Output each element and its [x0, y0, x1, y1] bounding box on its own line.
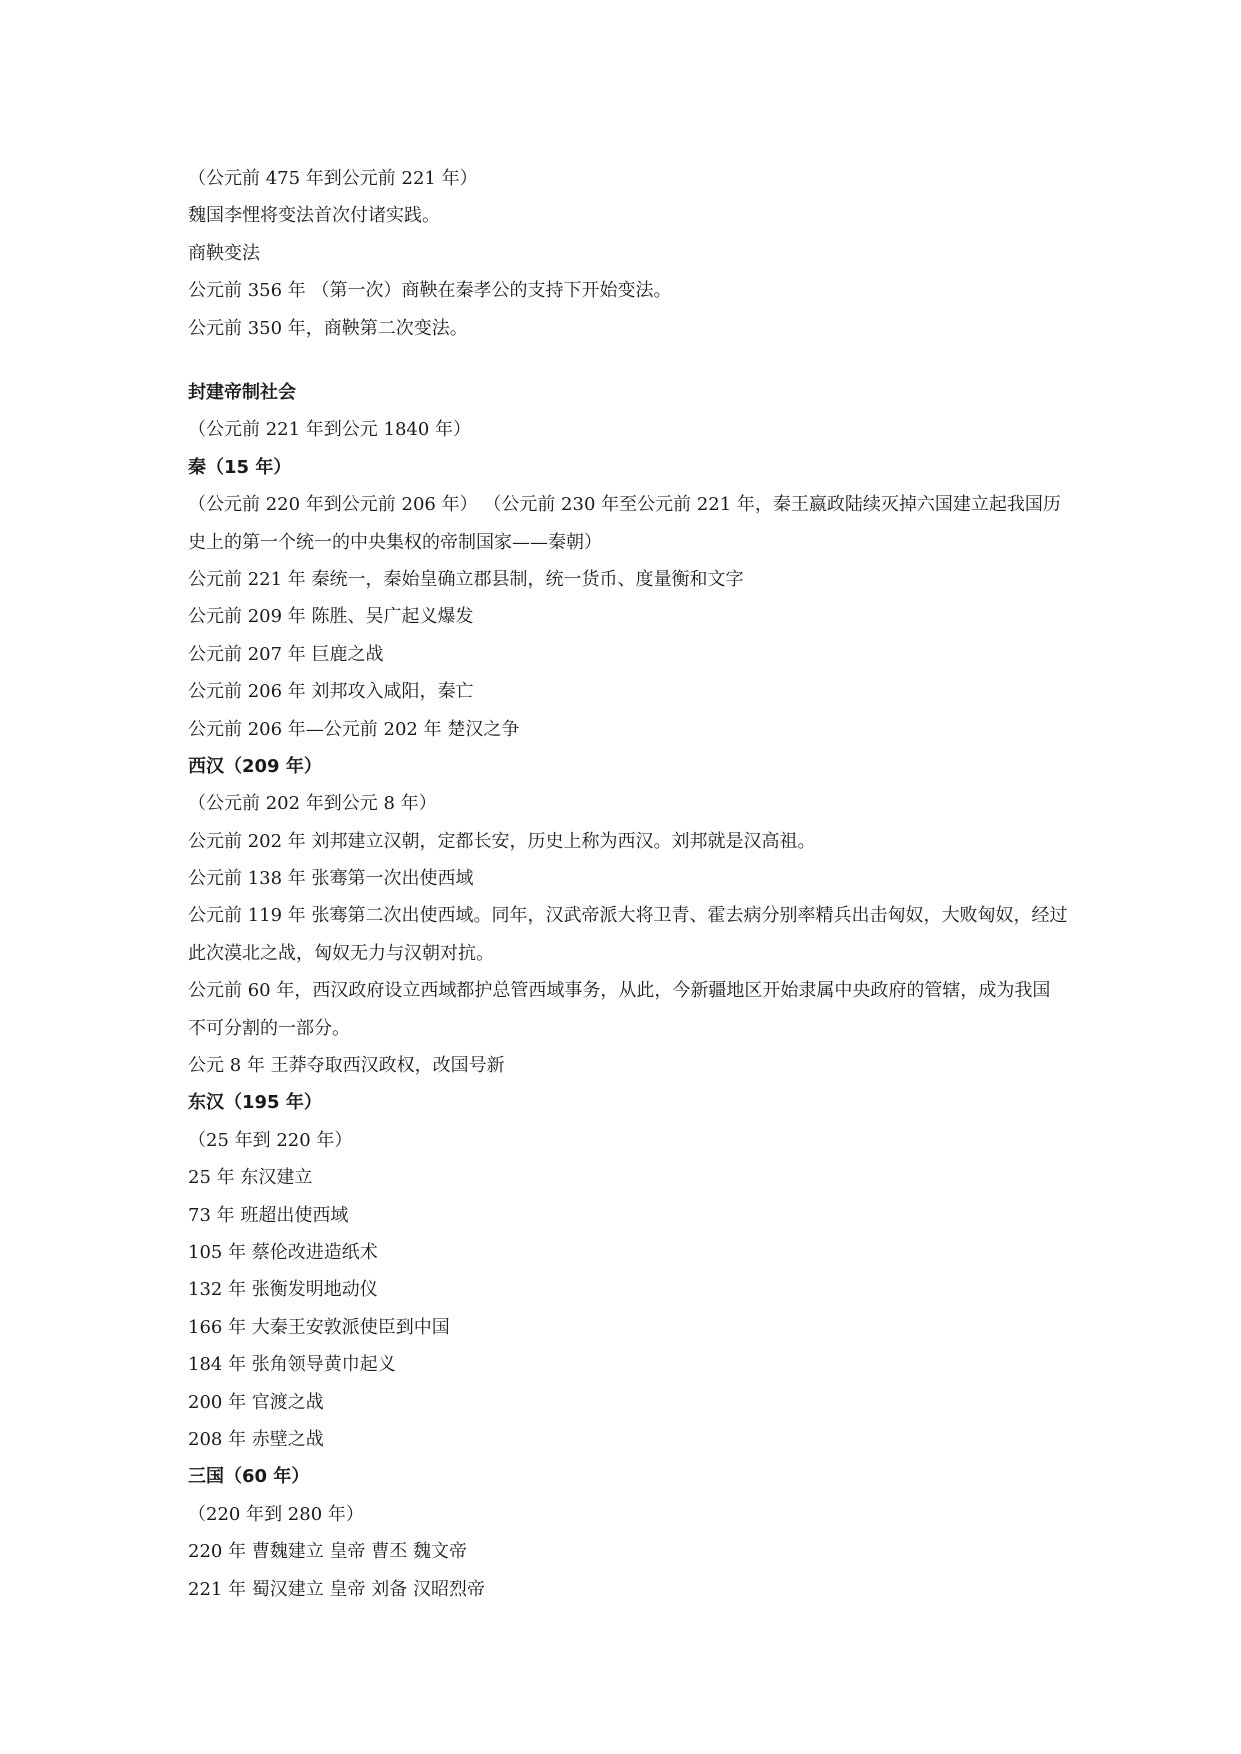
- list-item: 208 年 赤壁之战: [188, 1428, 324, 1450]
- three-kingdoms-range: （220 年到 280 年）: [188, 1503, 364, 1525]
- warring-states-range: （公元前 475 年到公元前 221 年）: [188, 168, 478, 189]
- list-item: 105 年 蔡伦改进造纸术: [188, 1242, 378, 1264]
- list-item: 公元前 356 年 （第一次）商鞅在秦孝公的支持下开始变法。: [188, 280, 672, 302]
- list-item: 公元前 119 年 张骞第二次出使西域。同年，汉武帝派大将卫青、霍去病分别率精兵出击匈奴，大败匈奴，经过此次漠北之战，匈奴无力与汉朝对抗。: [188, 905, 1068, 964]
- list-item: 166 年 大秦王安敦派使臣到中国: [188, 1316, 450, 1338]
- list-item: 公元前 138 年 张骞第一次出使西域: [188, 868, 474, 890]
- section-heading-western-han: 西汉（209 年）: [188, 755, 322, 777]
- list-item: 魏国李悝将变法首次付诸实践。: [188, 205, 440, 227]
- western-han-range: （公元前 202 年到公元 8 年）: [188, 793, 437, 815]
- list-item: 商鞅变法: [188, 242, 260, 264]
- qin-range-note: （公元前 220 年到公元前 206 年） （公元前 230 年至公元前 221 年，秦王嬴政陆续灭掉六国建立起我国历史上的第一个统一的中央集权的帝制国家——秦朝）: [188, 494, 1061, 553]
- list-item: 公元前 221 年 秦统一，秦始皇确立郡县制，统一货币、度量衡和文字: [188, 568, 744, 590]
- list-item: 公元前 206 年 刘邦攻入咸阳，秦亡: [188, 681, 474, 703]
- list-item: 220 年 曹魏建立 皇帝 曹丕 魏文帝: [188, 1541, 467, 1563]
- section-heading-three-kingdoms: 三国（60 年）: [188, 1466, 310, 1488]
- list-item: 公元前 206 年—公元前 202 年 楚汉之争: [188, 718, 520, 740]
- list-item: 公元前 209 年 陈胜、吴广起义爆发: [188, 606, 474, 628]
- feudal-range: （公元前 221 年到公元 1840 年）: [188, 419, 472, 441]
- list-item: 221 年 蜀汉建立 皇帝 刘备 汉昭烈帝: [188, 1578, 485, 1600]
- section-heading-qin: 秦（15 年）: [188, 456, 292, 478]
- list-item: 132 年 张衡发明地动仪: [188, 1279, 378, 1301]
- list-item: 公元前 207 年 巨鹿之战: [188, 643, 384, 665]
- document-page: [188, 160, 1068, 1608]
- list-item: 公元前 202 年 刘邦建立汉朝，定都长安，历史上称为西汉。刘邦就是汉高祖。: [188, 830, 816, 852]
- eastern-han-range: （25 年到 220 年）: [188, 1129, 353, 1151]
- section-spacer: [188, 347, 1068, 374]
- section-heading-eastern-han: 东汉（195 年）: [188, 1092, 322, 1114]
- list-item: 公元 8 年 王莽夺取西汉政权，改国号新: [188, 1055, 505, 1077]
- list-item: 公元前 60 年，西汉政府设立西域都护总管西域事务，从此，今新疆地区开始隶属中央政府的管辖，成为我国不可分割的一部分。: [188, 980, 1051, 1039]
- list-item: 25 年 东汉建立: [188, 1167, 313, 1189]
- list-item: 200 年 官渡之战: [188, 1391, 324, 1413]
- list-item: 公元前 350 年，商鞅第二次变法。: [188, 317, 468, 339]
- section-heading-feudal: 封建帝制社会: [188, 381, 296, 403]
- list-item: 73 年 班超出使西域: [188, 1204, 349, 1226]
- list-item: 184 年 张角领导黄巾起义: [188, 1354, 396, 1376]
